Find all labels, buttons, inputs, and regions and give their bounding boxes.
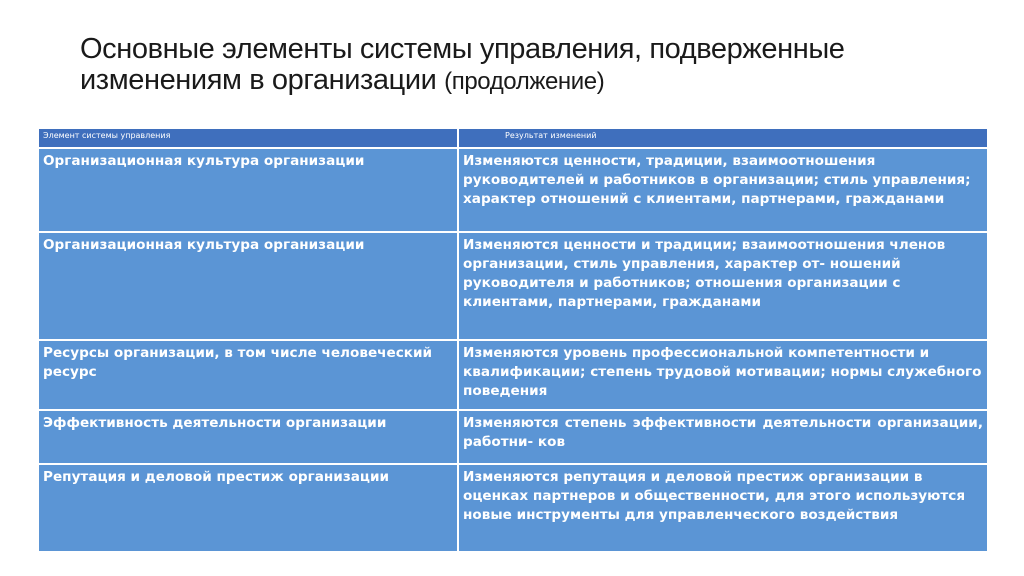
- row-element: Репутация и деловой престиж организации: [38, 464, 458, 552]
- slide-title: [80, 34, 980, 97]
- row-result: Изменяются ценности и традиции; взаимоотношения членов организации, стиль управления, характер от- ношений руководителя и работников; отношения организации с клиентами, партнерами, гражданами: [458, 232, 988, 340]
- row-element: Организационная культура организации: [38, 148, 458, 232]
- table-row: [38, 464, 988, 552]
- table-row: [38, 410, 988, 464]
- title-suffix: (продолжение): [444, 68, 605, 95]
- changes-table: [37, 127, 989, 553]
- row-result: Изменяются репутация и деловой престиж организации в оценках партнеров и общественности, для этого используются новые инструменты для управленческого воздействия: [458, 464, 988, 552]
- title-main: Основные элементы системы управления, подверженные изменениям в организации: [80, 33, 845, 96]
- row-element: Организационная культура организации: [38, 232, 458, 340]
- table-row: [38, 340, 988, 410]
- row-result: Изменяются уровень профессиональной компетентности и квалификации; степень трудовой мотивации; нормы служебного поведения: [458, 340, 988, 410]
- row-result: Изменяются степень эффективности деятельности организации, работни- ков: [458, 410, 988, 464]
- header-result: Результат изменений: [458, 128, 988, 148]
- row-element: Эффективность деятельности организации: [38, 410, 458, 464]
- changes-table-container: [37, 127, 987, 553]
- table-row: [38, 148, 988, 232]
- table-header-row: [38, 128, 988, 148]
- header-element: Элемент системы управления: [38, 128, 458, 148]
- row-element: Ресурсы организации, в том числе человеческий ресурс: [38, 340, 458, 410]
- row-result: Изменяются ценности, традиции, взаимоотношения руководителей и работников в организации; стиль управления; характер отношений с клиентами, партнерами, гражданами: [458, 148, 988, 232]
- table-row: [38, 232, 988, 340]
